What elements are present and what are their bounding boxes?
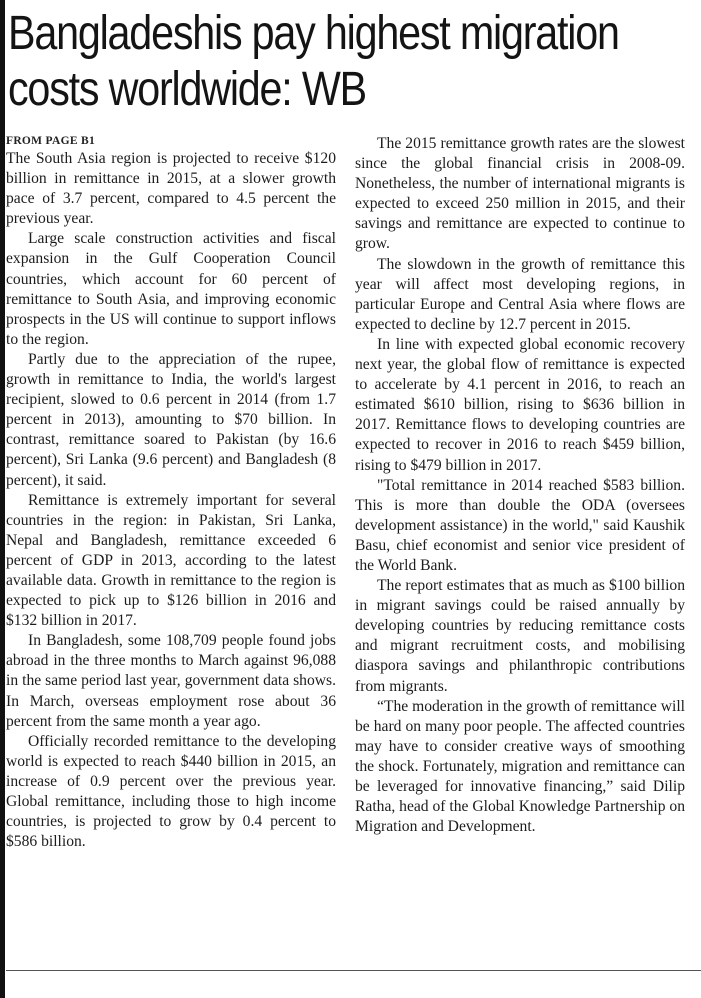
bottom-rule <box>6 970 701 971</box>
from-page-label: FROM PAGE B1 <box>6 135 95 147</box>
paragraph-1: The South Asia region is projected to receive $120 billion in remittance in 2015, at a slower growth pace of 3.7 percent, compared to 4.5 percent the previous year. <box>6 150 336 228</box>
paragraph-4: Remittance is extremely important for several countries in the region: in Pakistan, Sri Lanka, Nepal and Bangladesh, remittance exceeded 6 percent of GDP in 2013, according to the latest available data. Growth in remittance to the region is expected to pick up to $126 billion in 2016 and $132 billion in 2017. <box>6 491 336 630</box>
paragraph-3: Partly due to the appreciation of the rupee, growth in remittance to India, the world's largest recipient, slowed to 0.6 percent in 2014 (from 1.7 percent in 2013), amounting to $70 billion. In contrast, remittance soared to Pakistan (by 16.6 percent), Sri Lanka (9.6 percent) and Bangladesh (8 percent), it said. <box>6 350 336 489</box>
left-edge-rule <box>0 0 5 998</box>
paragraph-11: The report estimates that as much as $100 billion in migrant savings could be raised annually by developing countries by reducing remittance costs and migrant recruitment costs, and mobilising diaspora savings and philanthropic contributions from migrants. <box>355 577 685 695</box>
paragraph-10: "Total remittance in 2014 reached $583 billion. This is more than double the ODA (oversees development assistance) in the world," said Kaushik Basu, chief economist and senior vice president of the World Bank. <box>355 476 685 574</box>
paragraph-8: The slowdown in the growth of remittance this year will affect most developing regions, in particular Europe and Central Asia where flows are expected to decline by 12.7 percent in 2015. <box>355 255 685 333</box>
paragraph-12: “The moderation in the growth of remittance will be hard on many poor people. The affected countries may have to consider creative ways of smoothing the shock. Fortunately, migration and remittance can be leveraged for innovative financing,” said Dilip Ratha, head of the Global Knowledge Partnership on Migration and Development. <box>355 697 685 836</box>
left-column <box>6 134 336 852</box>
paragraph-2: Large scale construction activities and fiscal expansion in the Gulf Cooperation Council countries, which account for 60 percent of remittance to South Asia, and improving economic prospects in the US will continue to support inflows to the region. <box>6 230 336 348</box>
right-column <box>355 134 685 837</box>
paragraph-6: Officially recorded remittance to the developing world is expected to reach $440 billion in 2015, an increase of 0.9 percent over the previous year. Global remittance, including those to high income countries, is projected to grow by 0.4 percent to $586 billion. <box>6 732 336 851</box>
headline <box>8 6 696 118</box>
headline-line-1: Bangladeshis pay highest migration <box>8 7 619 60</box>
paragraph-7: The 2015 remittance growth rates are the slowest since the global financial crisis in 2008-09. Nonetheless, the number of international migrants is expected to exceed 250 million in 2015, and their savings and remittance are expected to continue to grow. <box>355 135 685 253</box>
headline-line-2: costs worldwide: WB <box>8 63 366 116</box>
paragraph-5: In Bangladesh, some 108,709 people found jobs abroad in the three months to March against 96,088 in the same period last year, government data shows. In March, overseas employment rose about 36 percent from the same month a year ago. <box>6 632 336 730</box>
paragraph-9: In line with expected global economic recovery next year, the global flow of remittance is expected to accelerate by 4.1 percent in 2016, to reach an estimated $610 billion, rising to $636 billion in 2017. Remittance flows to developing countries are expected to recover in 2016 to reach $459 billion, rising to $479 billion in 2017. <box>355 335 685 474</box>
